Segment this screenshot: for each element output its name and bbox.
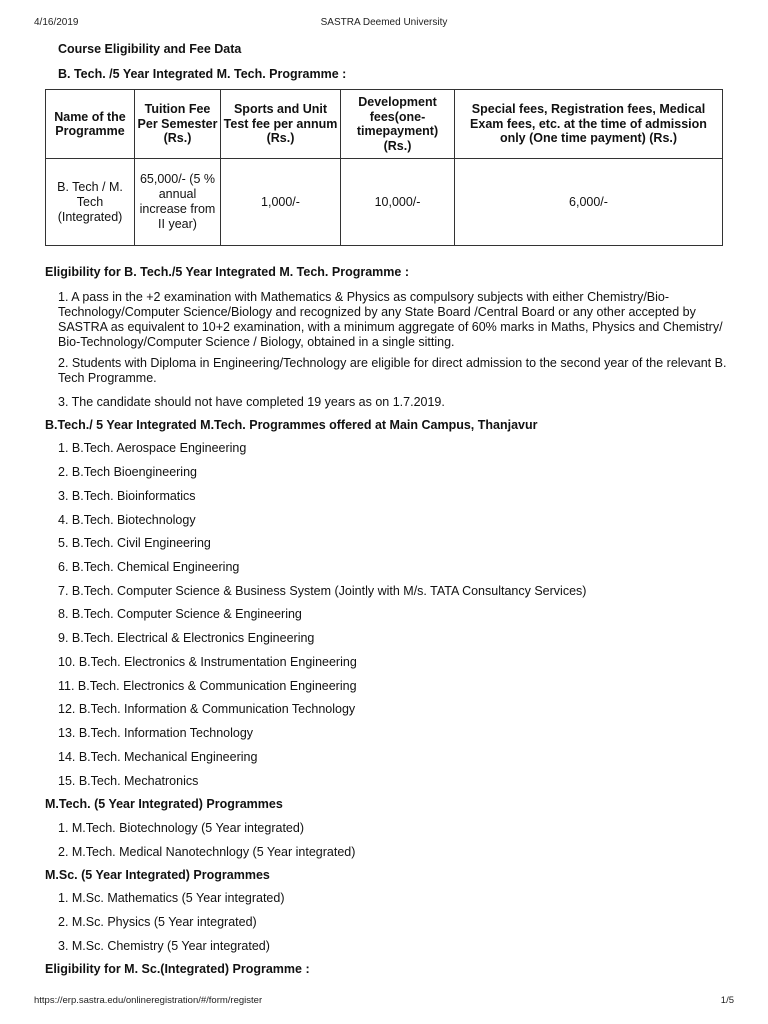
header-development-fee: Development fees(one-timepayment) (Rs.) — [341, 90, 455, 159]
list-item: 5. B.Tech. Civil Engineering — [58, 536, 211, 550]
print-date: 4/16/2019 — [34, 17, 79, 28]
list-item: 13. B.Tech. Information Technology — [58, 726, 254, 740]
list-item: 14. B.Tech. Mechanical Engineering — [58, 750, 258, 764]
table-row — [46, 159, 723, 246]
eligibility-point-2: 2. Students with Diploma in Engineering/Technology are eligible for direct admission to the second year of the relevant B. Tech Programme. — [58, 356, 727, 385]
eligibility-point-1: 1. A pass in the +2 examination with Mathematics & Physics as compulsory subjects with either Chemistry/Bio-Technology/Computer Science/Biology and recognized by any State Board /Central Board or any other accepted by SASTRA as equivalent to 10+2 examination, with a minimum aggregate of 60% marks in Maths, Physics and Chemistry/ Bio-Technology/Computer Science / Biology, obtained in a single sitting. — [58, 290, 723, 349]
header-special-fees: Special fees, Registration fees, Medical Exam fees, etc. at the time of admission only (One time payment) (Rs.) — [455, 90, 723, 159]
btech-programmes-heading: B.Tech./ 5 Year Integrated M.Tech. Programmes offered at Main Campus, Thanjavur — [45, 418, 538, 432]
eligibility-heading: Eligibility for B. Tech./5 Year Integrated M. Tech. Programme : — [45, 265, 409, 279]
list-item: 6. B.Tech. Chemical Engineering — [58, 560, 240, 574]
section-title: Course Eligibility and Fee Data — [58, 42, 242, 56]
list-item: 3. B.Tech. Bioinformatics — [58, 489, 196, 503]
cell-development-fee: 10,000/- — [341, 159, 455, 246]
msc-heading: M.Sc. (5 Year Integrated) Programmes — [45, 868, 270, 882]
list-item: 3. M.Sc. Chemistry (5 Year integrated) — [58, 939, 270, 953]
page-number: 1/5 — [720, 995, 734, 1006]
list-item: 2. M.Sc. Physics (5 Year integrated) — [58, 915, 257, 929]
mtech-heading: M.Tech. (5 Year Integrated) Programmes — [45, 797, 283, 811]
list-item: 8. B.Tech. Computer Science & Engineering — [58, 607, 302, 621]
list-item: 11. B.Tech. Electronics & Communication Engineering — [58, 679, 357, 693]
list-item: 2. B.Tech Bioengineering — [58, 465, 197, 479]
print-site-title: SASTRA Deemed University — [320, 17, 448, 28]
list-item: 15. B.Tech. Mechatronics — [58, 774, 199, 788]
header-sports-fee: Sports and Unit Test fee per annum (Rs.) — [221, 90, 341, 159]
list-item: 4. B.Tech. Biotechnology — [58, 513, 196, 527]
cell-special-fees: 6,000/- — [455, 159, 723, 246]
fee-table-header-row — [46, 90, 723, 159]
print-url: https://erp.sastra.edu/onlineregistration/#/form/register — [34, 995, 263, 1006]
list-item: 9. B.Tech. Electrical & Electronics Engineering — [58, 631, 315, 645]
list-item: 1. M.Tech. Biotechnology (5 Year integrated) — [58, 821, 304, 835]
list-item: 2. M.Tech. Medical Nanotechnlogy (5 Year integrated) — [58, 845, 356, 859]
list-item: 1. B.Tech. Aerospace Engineering — [58, 441, 247, 455]
btech-fee-heading: B. Tech. /5 Year Integrated M. Tech. Programme : — [58, 67, 347, 81]
list-item: 7. B.Tech. Computer Science & Business System (Jointly with M/s. TATA Consultancy Services) — [58, 584, 587, 598]
list-item: 1. M.Sc. Mathematics (5 Year integrated) — [58, 891, 285, 905]
list-item: 10. B.Tech. Electronics & Instrumentation Engineering — [58, 655, 357, 669]
cell-programme-name: B. Tech / M. Tech (Integrated) — [46, 159, 135, 246]
header-tuition-fee: Tuition Fee Per Semester (Rs.) — [135, 90, 221, 159]
msc-eligibility-heading: Eligibility for M. Sc.(Integrated) Programme : — [45, 962, 310, 976]
cell-tuition-fee: 65,000/- (5 % annual increase from II year) — [135, 159, 221, 246]
fee-table — [45, 89, 723, 246]
header-programme-name: Name of the Programme — [46, 90, 135, 159]
cell-sports-fee: 1,000/- — [221, 159, 341, 246]
eligibility-point-3: 3. The candidate should not have completed 19 years as on 1.7.2019. — [58, 395, 445, 409]
list-item: 12. B.Tech. Information & Communication Technology — [58, 702, 356, 716]
